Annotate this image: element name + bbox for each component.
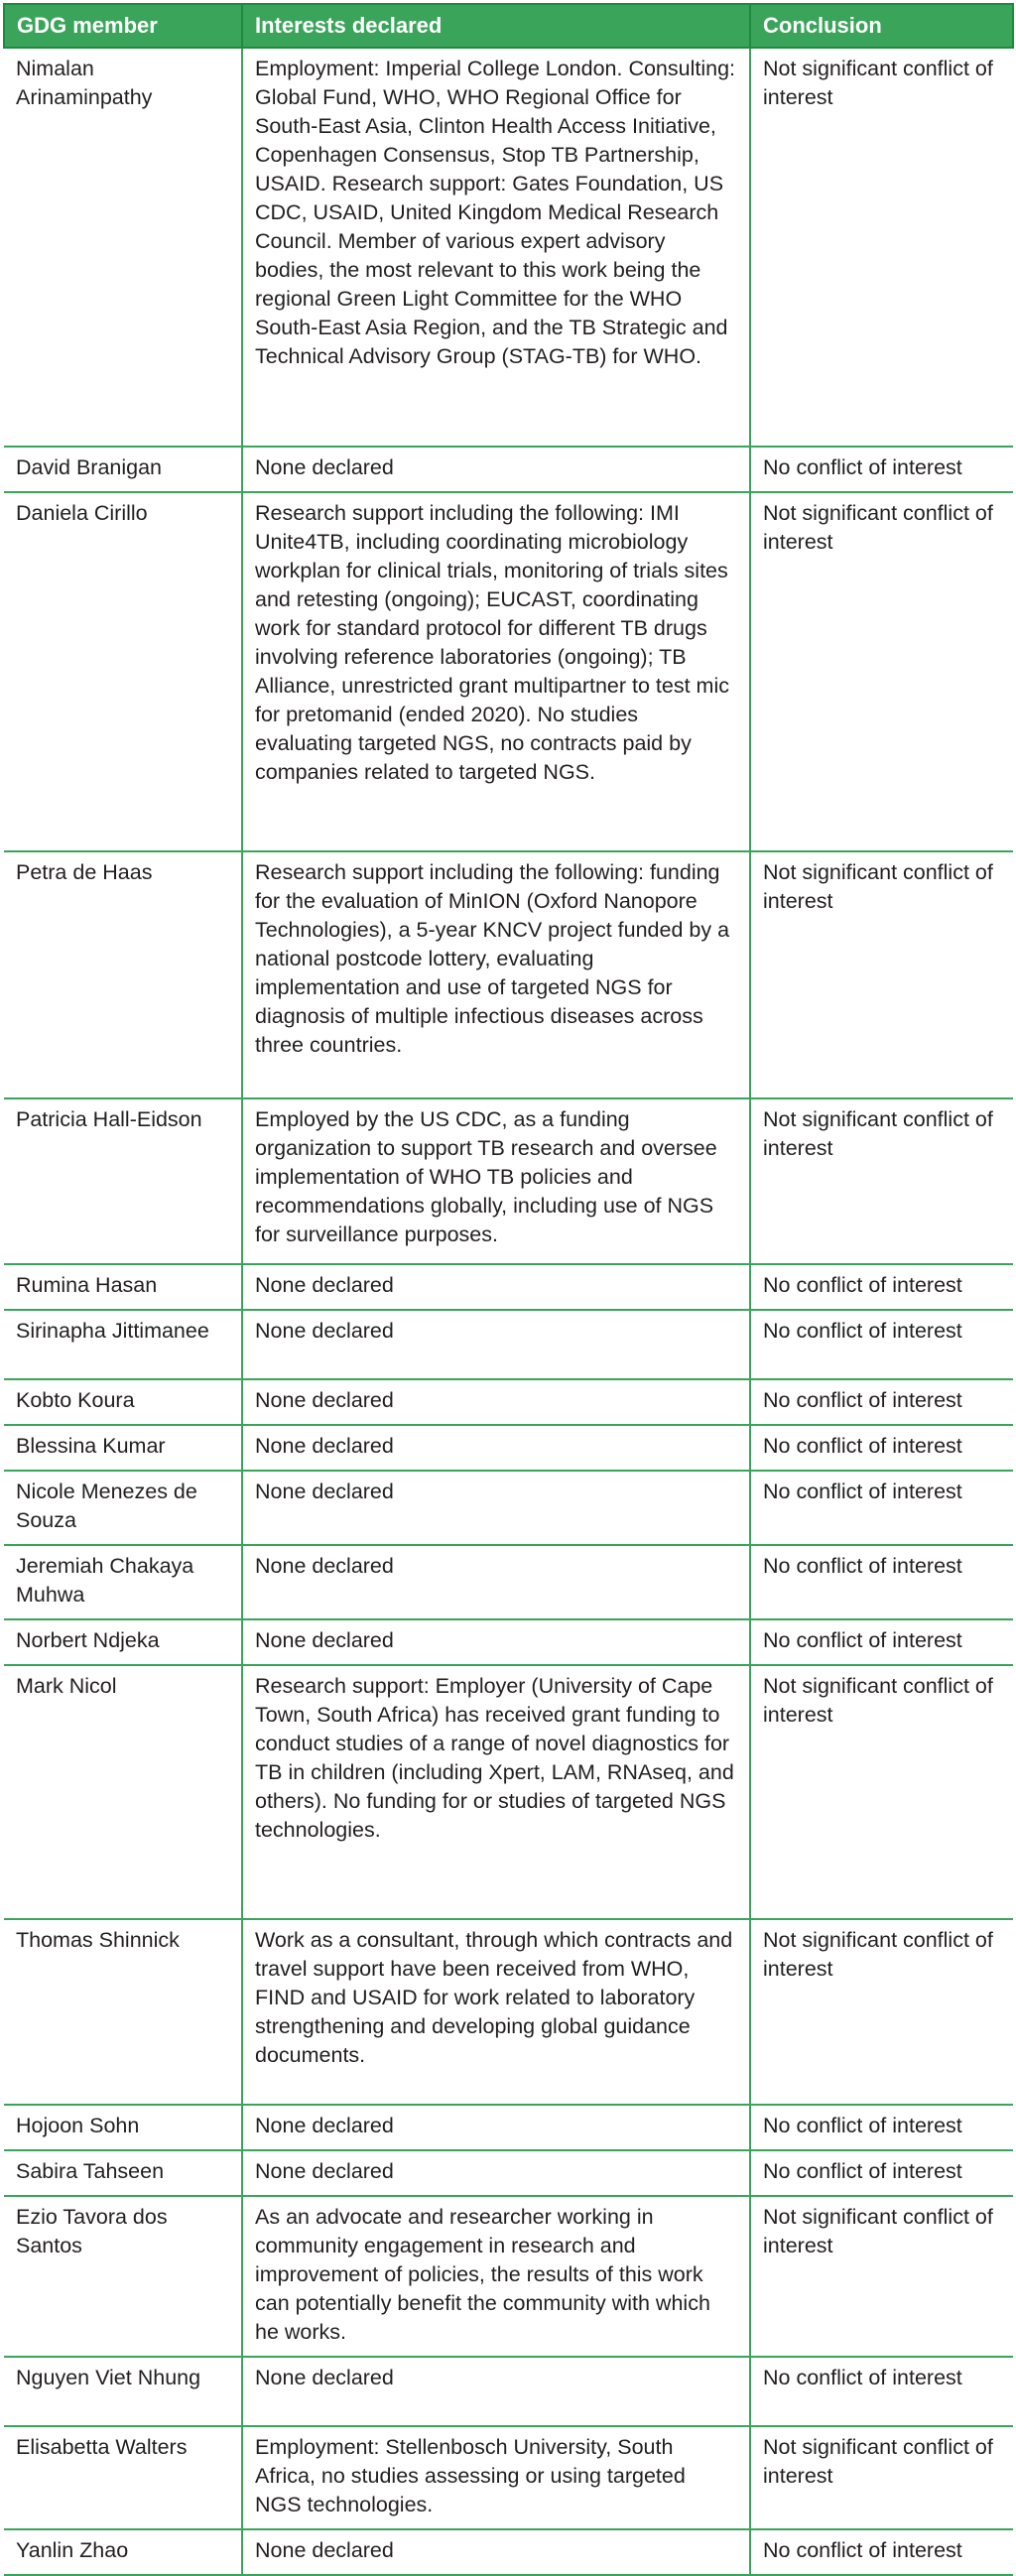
table-row (4, 1379, 1013, 1425)
cell-conclusion: No conflict of interest (750, 1425, 1013, 1471)
cell-interests-declared: None declared (242, 1471, 750, 1545)
cell-interests-declared: None declared (242, 2150, 750, 2196)
cell-gdg-member: Nguyen Viet Nhung (4, 2357, 242, 2426)
cell-conclusion: Not significant conflict of interest (750, 1665, 1013, 1919)
table-header-row (4, 4, 1013, 48)
cell-gdg-member: Patricia Hall-Eidson (4, 1098, 242, 1264)
declarations-table-container (3, 3, 1012, 2576)
cell-interests-declared: Work as a consultant, through which contracts and travel support have been received from WHO, FIND and USAID for work related to laboratory strengthening and developing global guidance documents. (242, 1919, 750, 2105)
cell-conclusion: Not significant conflict of interest (750, 492, 1013, 851)
table-row (4, 1471, 1013, 1545)
cell-gdg-member: Ezio Tavora dos Santos (4, 2196, 242, 2357)
cell-gdg-member: Blessina Kumar (4, 1425, 242, 1471)
header-conclusion: Conclusion (750, 4, 1013, 48)
table-row (4, 2357, 1013, 2426)
cell-conclusion: Not significant conflict of interest (750, 1919, 1013, 2105)
cell-conclusion: No conflict of interest (750, 1310, 1013, 1379)
table-row (4, 1919, 1013, 2105)
cell-interests-declared: Employed by the US CDC, as a funding organization to support TB research and oversee implementation of WHO TB policies and recommendations globally, including use of NGS for surveillance purposes. (242, 1098, 750, 1264)
cell-conclusion: No conflict of interest (750, 2105, 1013, 2150)
table-row (4, 851, 1013, 1098)
cell-conclusion: Not significant conflict of interest (750, 2426, 1013, 2529)
cell-conclusion: No conflict of interest (750, 2357, 1013, 2426)
cell-conclusion: No conflict of interest (750, 1471, 1013, 1545)
table-row (4, 2196, 1013, 2357)
table-row (4, 2426, 1013, 2529)
cell-gdg-member: Hojoon Sohn (4, 2105, 242, 2150)
cell-gdg-member: Norbert Ndjeka (4, 1619, 242, 1665)
cell-interests-declared: None declared (242, 1379, 750, 1425)
cell-gdg-member: Yanlin Zhao (4, 2529, 242, 2575)
cell-interests-declared: Research support including the following: funding for the evaluation of MinION (Oxford Nanopore Technologies), a 5-year KNCV project funded by a national postcode lottery, evaluating implementation and use of targeted NGS for diagnosis of multiple infectious diseases across three countries. (242, 851, 750, 1098)
cell-gdg-member: Sabira Tahseen (4, 2150, 242, 2196)
table-row (4, 1098, 1013, 1264)
cell-gdg-member: Mark Nicol (4, 1665, 242, 1919)
table-row (4, 1264, 1013, 1310)
cell-gdg-member: Nicole Menezes de Souza (4, 1471, 242, 1545)
declarations-of-interest-table (3, 3, 1014, 2576)
table-row (4, 48, 1013, 447)
cell-interests-declared: None declared (242, 1264, 750, 1310)
cell-interests-declared: None declared (242, 1545, 750, 1619)
cell-conclusion: Not significant conflict of interest (750, 48, 1013, 447)
cell-gdg-member: Elisabetta Walters (4, 2426, 242, 2529)
cell-interests-declared: None declared (242, 2529, 750, 2575)
cell-gdg-member: Kobto Koura (4, 1379, 242, 1425)
cell-interests-declared: Research support including the following: IMI Unite4TB, including coordinating microbiology workplan for clinical trials, monitoring of trials sites and retesting (ongoing); EUCAST, coordinating work for standard protocol for different TB drugs involving reference laboratories (ongoing); TB Alliance, unrestricted grant multipartner to test mic for pretomanid (ended 2020). No studies evaluating targeted NGS, no contracts paid by companies related to targeted NGS. (242, 492, 750, 851)
cell-gdg-member: Sirinapha Jittimanee (4, 1310, 242, 1379)
header-gdg-member: GDG member (4, 4, 242, 48)
cell-conclusion: No conflict of interest (750, 2529, 1013, 2575)
cell-interests-declared: Employment: Stellenbosch University, South Africa, no studies assessing or using targeted NGS technologies. (242, 2426, 750, 2529)
cell-conclusion: No conflict of interest (750, 1264, 1013, 1310)
table-body (4, 48, 1013, 2575)
cell-conclusion: No conflict of interest (750, 447, 1013, 492)
header-interests-declared: Interests declared (242, 4, 750, 48)
cell-conclusion: No conflict of interest (750, 2150, 1013, 2196)
cell-conclusion: Not significant conflict of interest (750, 851, 1013, 1098)
cell-gdg-member: Petra de Haas (4, 851, 242, 1098)
table-row (4, 492, 1013, 851)
table-row (4, 2150, 1013, 2196)
cell-conclusion: Not significant conflict of interest (750, 1098, 1013, 1264)
cell-interests-declared: Research support: Employer (University of Cape Town, South Africa) has received grant funding to conduct studies of a range of novel diagnostics for TB in children (including Xpert, LAM, RNAseq, and others). No funding for or studies of targeted NGS technologies. (242, 1665, 750, 1919)
table-row (4, 1310, 1013, 1379)
cell-gdg-member: Daniela Cirillo (4, 492, 242, 851)
cell-gdg-member: Nimalan Arinaminpathy (4, 48, 242, 447)
cell-conclusion: No conflict of interest (750, 1379, 1013, 1425)
cell-interests-declared: None declared (242, 2357, 750, 2426)
cell-gdg-member: Jeremiah Chakaya Muhwa (4, 1545, 242, 1619)
table-row (4, 1545, 1013, 1619)
cell-gdg-member: David Branigan (4, 447, 242, 492)
cell-interests-declared: None declared (242, 1425, 750, 1471)
table-row (4, 1619, 1013, 1665)
table-row (4, 2105, 1013, 2150)
cell-conclusion: No conflict of interest (750, 1619, 1013, 1665)
cell-interests-declared: None declared (242, 1310, 750, 1379)
cell-interests-declared: As an advocate and researcher working in community engagement in research and improvement of policies, the results of this work can potentially benefit the community with which he works. (242, 2196, 750, 2357)
cell-conclusion: Not significant conflict of interest (750, 2196, 1013, 2357)
cell-gdg-member: Thomas Shinnick (4, 1919, 242, 2105)
table-row (4, 2529, 1013, 2575)
table-row (4, 1425, 1013, 1471)
table-row (4, 447, 1013, 492)
cell-interests-declared: None declared (242, 1619, 750, 1665)
cell-interests-declared: Employment: Imperial College London. Consulting: Global Fund, WHO, WHO Regional Office for South-East Asia, Clinton Health Access Initiative, Copenhagen Consensus, Stop TB Partnership, USAID. Research support: Gates Foundation, US CDC, USAID, United Kingdom Medical Research Council. Member of various expert advisory bodies, the most relevant to this work being the regional Green Light Committee for the WHO South-East Asia Region, and the TB Strategic and Technical Advisory Group (STAG-TB) for WHO. (242, 48, 750, 447)
cell-interests-declared: None declared (242, 447, 750, 492)
cell-conclusion: No conflict of interest (750, 1545, 1013, 1619)
table-row (4, 1665, 1013, 1919)
cell-interests-declared: None declared (242, 2105, 750, 2150)
cell-gdg-member: Rumina Hasan (4, 1264, 242, 1310)
